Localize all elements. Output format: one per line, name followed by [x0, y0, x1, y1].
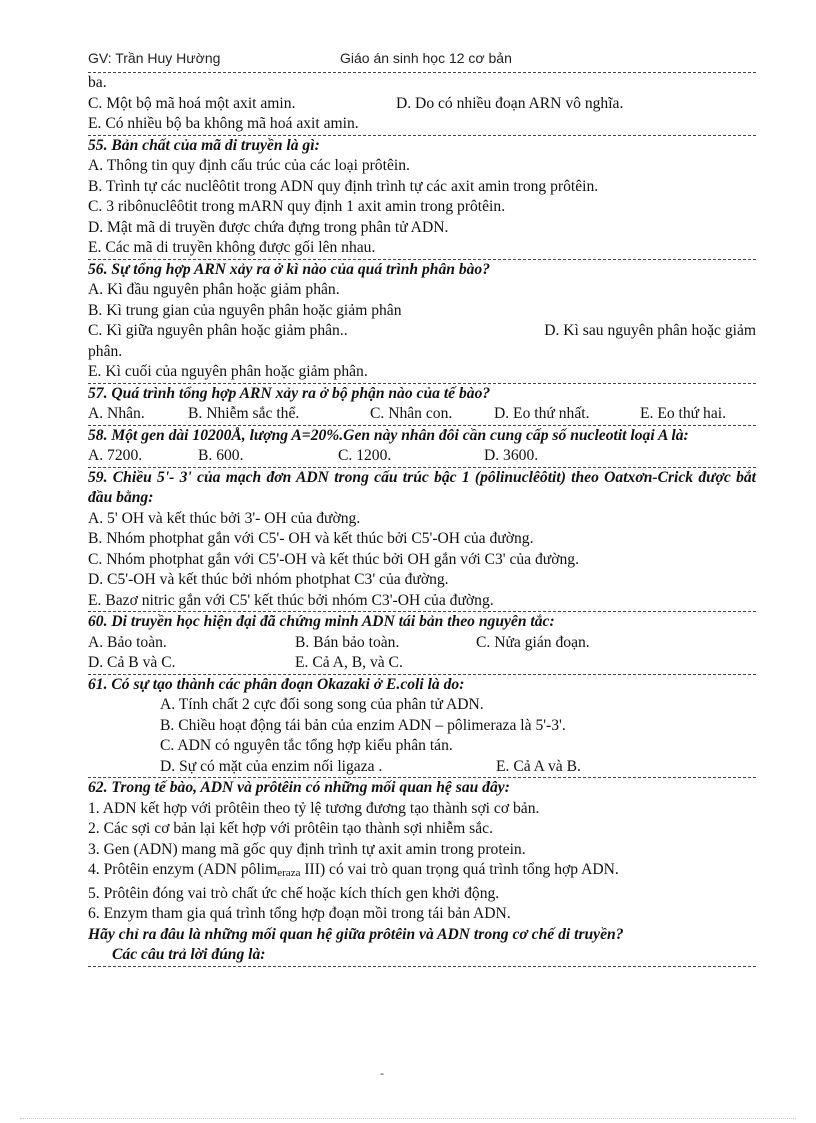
q57-option-e: E. Eo thứ hai. [640, 405, 726, 422]
q60-option-e: E. Cả A, B, và C. [295, 654, 403, 671]
q62-statement-3: 3. Gen (ADN) mang mã gốc quy định trình tự axit amin trong protein. [88, 840, 526, 858]
page-mark: - [380, 1066, 384, 1080]
option-e: E. Có nhiều bộ ba không mã hoá axit amin. [88, 115, 359, 132]
q55-option-b: B. Trình tự các nuclêôtit trong ADN quy định trình tự các axit amin trong prôtêin. [88, 177, 599, 195]
q59-option-e: E. Bazơ nitric gắn với C5' kết thúc bởi nhóm C3'-OH của đường. [88, 591, 494, 609]
q56-option-c: C. Kì giữa nguyên phân hoặc giảm phân.. [88, 322, 348, 339]
question-55-title: 55. Bản chất của mã di truyền là gì: [88, 136, 320, 154]
q60-option-b: B. Bán bảo toàn. [295, 633, 400, 651]
option-row [88, 321, 756, 342]
option-row [88, 757, 756, 778]
q56-option-e: E. Kì cuối của nguyên phân hoặc giảm phân. [88, 363, 368, 380]
question-62-title: 62. Trong tế bào, ADN và prôtêin có những mối quan hệ sau đây: [88, 779, 510, 796]
q62-statement-5: 5. Prôtêin đóng vai trò chất ức chế hoặc kích thích gen khởi động. [88, 884, 500, 902]
question-57-title: 57. Quá trình tổng hợp ARN xảy ra ở bộ phận nào của tế bào? [88, 384, 491, 402]
question-58-title: 58. Một gen dài 10200Å, lượng A=20%.Gen này nhân đôi cần cung cấp số nucleotit loại A là: [88, 426, 689, 444]
q60-option-c: C. Nửa gián đoạn. [476, 633, 590, 651]
q59-option-c: C. Nhóm photphat gắn với C5'-OH và kết thúc bởi OH gắn với C3' của đường. [88, 550, 579, 568]
q55-option-d: D. Mật mã di truyền được chứa đựng trong phân tử ADN. [88, 218, 449, 236]
q62-answer-prompt: Các câu trả lời đúng là: [112, 946, 266, 963]
q56-option-d-cont: phân. [88, 342, 123, 360]
question-60-title: 60. Di truyền học hiện đại đã chứng minh ADN tái bản theo nguyên tắc: [88, 613, 555, 630]
option-c: C. Một bộ mã hoá một axit amin. [88, 94, 296, 112]
q62-statement-4-sub: eraza [277, 867, 301, 879]
q57-option-b: B. Nhiễm sắc thể. [188, 405, 300, 422]
q60-option-d: D. Cả B và C. [88, 654, 176, 671]
question-56-title: 56. Sự tổng hợp ARN xảy ra ở kì nào của quá trình phân bào? [88, 260, 491, 278]
q59-option-b: B. Nhóm photphat gắn với C5'- OH và kết thúc bởi C5'-OH của đường. [88, 530, 534, 547]
q58-option-b: B. 600. [198, 447, 244, 464]
q62-question: Hãy chỉ ra đâu là những mối quan hệ giữa prôtêin và ADN trong cơ chế di truyền? [88, 925, 624, 943]
q61-option-d: D. Sự có mặt của enzim nối ligaza . [160, 757, 383, 775]
header-teacher: GV: Trần Huy Hường [88, 50, 221, 66]
q56-option-a: A. Kì đầu nguyên phân hoặc giảm phân. [88, 281, 340, 298]
q58-option-c: C. 1200. [338, 447, 392, 464]
q56-option-d: D. Kì sau nguyên phân hoặc giảm [544, 322, 756, 339]
q61-option-a: A. Tính chất 2 cực đối song song của phân tử ADN. [160, 696, 484, 713]
document-body [88, 72, 756, 967]
page-bottom-line [20, 1118, 796, 1119]
q59-option-a: A. 5' OH và kết thúc bởi 3'- OH của đường. [88, 509, 361, 527]
q55-option-c: C. 3 ribônuclêôtit trong mARN quy định 1 axit amin trong prôtêin. [88, 198, 506, 215]
option-row [88, 446, 756, 467]
q60-option-a: A. Bảo toàn. [88, 633, 167, 651]
question-59-title: 59. Chiều 5'- 3' của mạch đơn ADN trong cấu trúc bậc 1 (pôlinuclêôtit) theo Oatxơn-Crick được bắt đầu bằng: [88, 468, 756, 506]
option-row [88, 94, 756, 115]
option-row [88, 633, 756, 654]
q58-option-a: A. 7200. [88, 447, 143, 464]
option-row [88, 653, 756, 674]
header-subject: Giáo án sinh học 12 cơ bản [340, 50, 512, 66]
q62-statement-1: 1. ADN kết hợp với prôtêin theo tỷ lệ tương đương tạo thành sợi cơ bản. [88, 799, 540, 817]
continuation-line: ba. [88, 74, 107, 91]
q55-option-a: A. Thông tin quy định cấu trúc của các loại prôtêin. [88, 157, 410, 174]
q62-statement-4-part1: 4. Prôtêin enzym (ADN pôlim [88, 861, 278, 878]
q59-option-d: D. C5'-OH và kết thúc bởi nhóm photphat C3' của đường. [88, 571, 449, 588]
q62-statement-2: 2. Các sợi cơ bản lại kết hợp với prôtêin tạo thành sợi nhiễm sắc. [88, 820, 493, 837]
q58-option-d: D. 3600. [484, 447, 539, 464]
divider [88, 966, 756, 967]
q62-statement-4 [88, 860, 756, 884]
q55-option-e: E. Các mã di truyền không được gối lên nhau. [88, 239, 376, 256]
q61-option-e: E. Cả A và B. [496, 757, 581, 775]
q57-option-c: C. Nhân con. [370, 405, 453, 422]
question-61-title: 61. Có sự tạo thành các phân đoạn Okazaki ở E.coli là do: [88, 675, 465, 693]
q62-statement-4-part2: III) có vai trò quan trọng quá trình tổng hợp ADN. [300, 861, 619, 878]
q57-option-d: D. Eo thứ nhất. [494, 405, 590, 422]
q61-option-b: B. Chiều hoạt động tái bản của enzim ADN – pôlimeraza là 5'-3'. [160, 716, 566, 734]
option-d: D. Do có nhiều đoạn ARN vô nghĩa. [396, 94, 624, 112]
option-row [88, 404, 756, 425]
q56-option-b: B. Kì trung gian của nguyên phân hoặc giảm phân [88, 301, 402, 319]
q57-option-a: A. Nhân. [88, 405, 145, 422]
q61-option-c: C. ADN có nguyên tắc tổng hợp kiểu phân tán. [160, 737, 453, 754]
q62-statement-6: 6. Enzym tham gia quá trình tổng hợp đoạn mồi trong tái bản ADN. [88, 905, 511, 922]
